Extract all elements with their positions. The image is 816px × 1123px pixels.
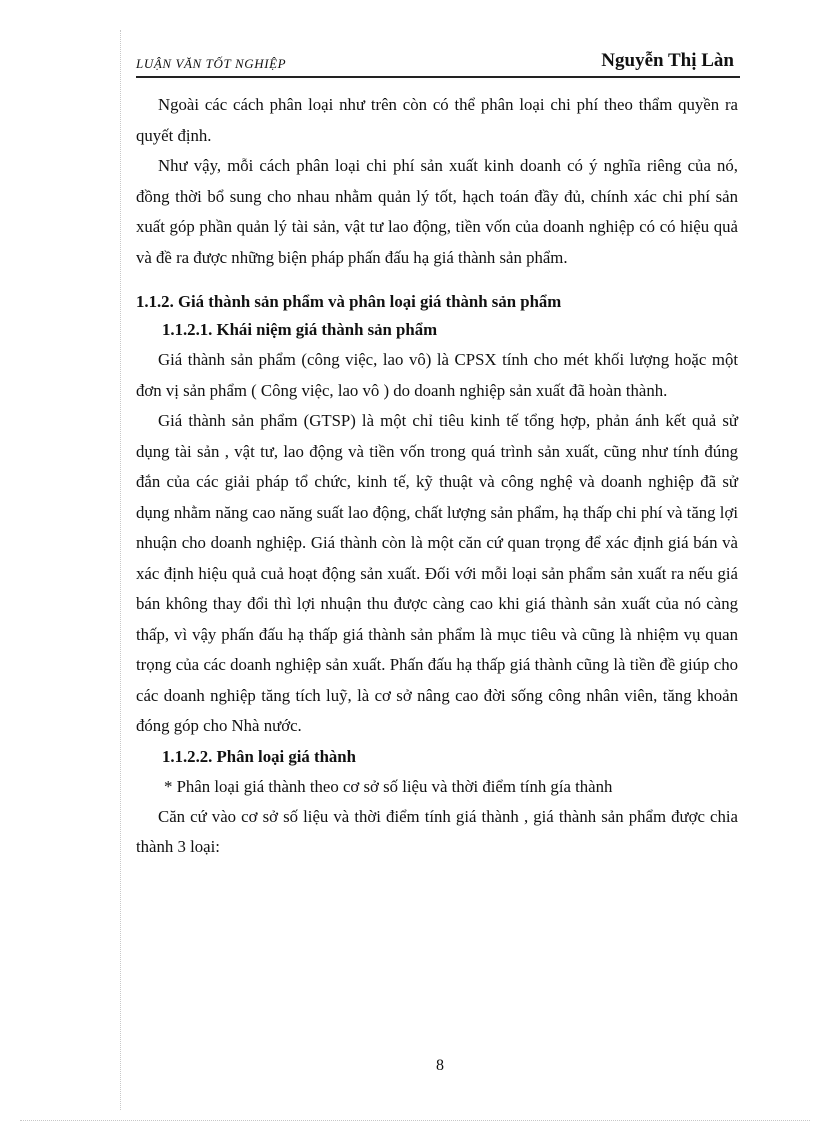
paragraph-cost-types-intro: Căn cứ vào cơ sở số liệu và thời điểm tính giá thành , giá thành sản phẩm được chia thành 3 loại:	[136, 806, 738, 856]
header-author: Nguyễn Thị Làn	[601, 50, 734, 71]
page-header	[136, 50, 746, 76]
section-heading-1-1-2: 1.1.2. Giá thành sản phẩm và phân loại giá thành sản phẩm	[136, 292, 562, 311]
page-border-bottom	[20, 1120, 810, 1121]
header-thesis-title: LUẬN VĂN TỐT NGHIỆP	[136, 56, 287, 71]
section-heading-1-1-2-1: 1.1.2.1. Khái niệm giá thành sản phẩm	[162, 320, 438, 339]
bullet-cost-classification: * Phân loại giá thành theo cơ sở số liệu và thời điểm tính gía thành	[164, 776, 613, 796]
page-border-left	[120, 30, 121, 1110]
header-divider	[136, 76, 740, 78]
page-body	[136, 90, 738, 863]
paragraph-classification-summary: Như vậy, mỗi cách phân loại chi phí sản xuất kinh doanh có ý nghĩa riêng của nó, đồng thời bổ sung cho nhau nhằm quản lý tốt, hạch toán đầy đủ, chính xác chi phí sản xuất góp phần quản lý tài sản, vật tư lao động, tiền vốn của doanh nghiệp có có hiệu quả và đề ra được những biện pháp phấn đấu hạ giá thành sản phẩm.	[136, 156, 738, 267]
paragraph-product-cost-significance: Giá thành sản phẩm (GTSP) là một chỉ tiêu kinh tế tổng hợp, phản ánh kết quả sử dụng tài sản , vật tư, lao động và tiền vốn trong quá trình sản xuất, cũng như tính đúng đắn của các giải pháp tổ chức, kinh tế, kỹ thuật và công nghệ và doanh nghiệp đã sử dụng nhằm năng cao năng suất lao động, chất lượng sản phẩm, hạ thấp chi phí và tăng lợi nhuận cho doanh nghiệp. Giá thành còn là một căn cứ quan trọng để xác định giá bán và xác định hiệu quả cuả hoạt động sản xuất. Đối với mỗi loại sản phẩm sản xuất ra nếu giá bán không thay đổi thì lợi nhuận thu được càng cao khi giá thành sản xuất của nó càng thấp, vì vậy phấn đấu hạ thấp giá thành sản phẩm là mục tiêu và cũng là nhiệm vụ quan trọng của các doanh nghiệp sản xuất. Phấn đấu hạ thấp giá thành cũng là tiền đề giúp cho các doanh nghiệp tăng tích luỹ, là cơ sở nâng cao đời sống công nhân viên, tăng khoản đóng góp cho Nhà nước.	[136, 411, 738, 735]
paragraph-classification-authority: Ngoài các cách phân loại như trên còn có thể phân loại chi phí theo thẩm quyền ra quyết định.	[136, 95, 738, 145]
paragraph-product-cost-definition: Giá thành sản phẩm (công việc, lao vô) là CPSX tính cho mét khối lượng hoặc một đơn vị sản phẩm ( Công việc, lao vô ) do doanh nghiệp sản xuất đã hoàn thành.	[136, 350, 738, 400]
page-number: 8	[436, 1057, 444, 1074]
section-heading-1-1-2-2: 1.1.2.2. Phân loại giá thành	[162, 746, 356, 766]
